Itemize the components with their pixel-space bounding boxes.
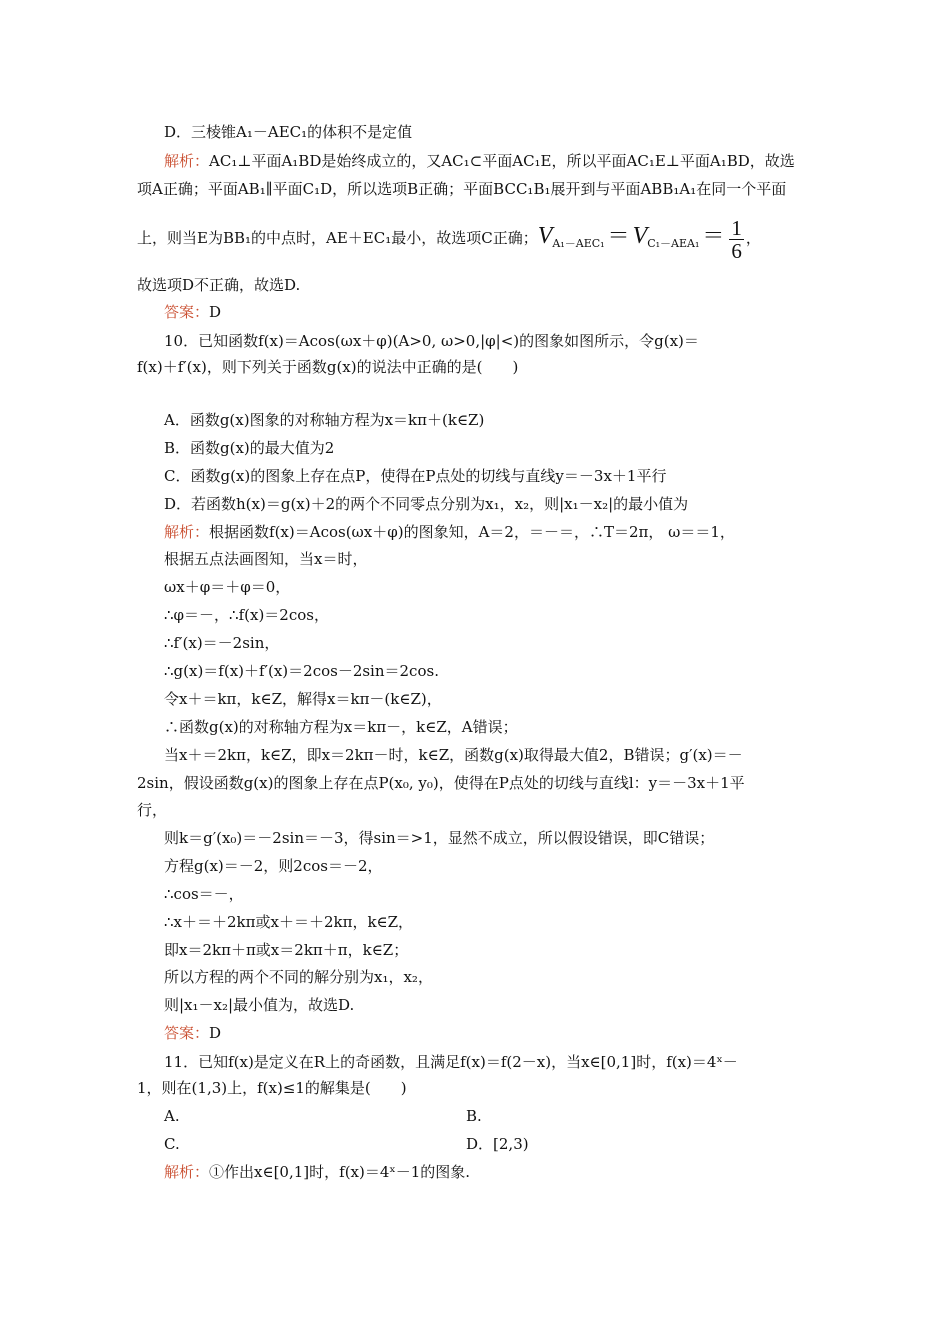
line-text: 2sin，假设函数g(x)的图象上存在点P(x₀, y₀)，使得在P点处的切线与直线l：y＝－3x＋1平 xyxy=(137,774,745,792)
text-line xyxy=(164,466,666,486)
text-line xyxy=(164,856,383,876)
line-text: ∴cos＝－， xyxy=(164,885,244,903)
text-line xyxy=(164,605,329,625)
line-text: 根据五点法画图知，当x＝时， xyxy=(164,550,368,568)
text-line xyxy=(466,1106,482,1126)
text-line xyxy=(164,717,518,737)
text-line xyxy=(164,1162,470,1182)
line-text: 行， xyxy=(137,801,168,819)
line-text: ∴g(x)＝f(x)＋f′(x)＝2cos－2sin＝2cos. xyxy=(164,662,439,680)
text-line xyxy=(164,1023,221,1043)
formula-v: V xyxy=(537,223,553,249)
text-line xyxy=(137,800,167,820)
formula-eq: ＝ xyxy=(702,224,725,249)
line-text: ∴函数g(x)的对称轴方程为x＝kπ－，k∈Z，A错误； xyxy=(164,718,518,736)
text-line xyxy=(137,275,300,295)
text-line xyxy=(164,522,735,542)
text-line xyxy=(164,151,795,171)
text-line xyxy=(164,302,221,322)
text-line xyxy=(164,689,442,709)
line-text: 即x＝2kπ＋π或x＝2kπ＋π，k∈Z； xyxy=(164,941,409,959)
text-line xyxy=(137,212,761,268)
section-label: 答案： xyxy=(164,1024,210,1042)
line-text: 1，则在(1,3)上，f(x)≤1的解集是( ) xyxy=(137,1079,407,1097)
section-label: 答案： xyxy=(164,303,210,321)
line-text: 当x＋＝2kπ，k∈Z，即x＝2kπ－时，k∈Z，函数g(x)取得最大值2，B错误；g′(x)＝－ xyxy=(164,746,743,764)
text-line xyxy=(164,633,279,653)
line-text: D．三棱锥A₁－AEC₁的体积不是定值 xyxy=(164,123,413,141)
text-line xyxy=(164,967,433,987)
text-line xyxy=(164,745,743,765)
line-text: C．函数g(x)的图象上存在点P，使得在P点处的切线与直线y＝－3x＋1平行 xyxy=(164,467,667,485)
formula-sub: A₁－AEC₁ xyxy=(552,237,605,250)
text-line xyxy=(164,494,688,514)
text-line xyxy=(137,357,518,377)
line-text: ①作出x∈[0,1]时，f(x)＝4ˣ－1的图象. xyxy=(209,1163,471,1181)
text-line xyxy=(164,549,367,569)
text-line xyxy=(164,1106,180,1126)
line-text: 项A正确；平面AB₁∥平面C₁D，所以选项B正确；平面BCC₁B₁展开到与平面ABB₁A₁在同一个平面 xyxy=(137,180,787,198)
section-label: 解析： xyxy=(164,523,210,541)
line-text: 上，则当E为BB₁的中点时，AE＋EC₁最小，故选项C正确； xyxy=(137,229,538,247)
text-line xyxy=(164,940,408,960)
line-text: 方程g(x)＝－2，则2cos＝－2， xyxy=(164,857,383,875)
line-text: ωx＋φ＝＋φ＝0， xyxy=(164,578,291,596)
line-text: ∴x＋＝＋2kπ或x＋＝＋2kπ，k∈Z， xyxy=(164,913,414,931)
line-text: ∴φ＝－，∴f(x)＝2cos， xyxy=(164,606,329,624)
section-label: 解析： xyxy=(164,1163,210,1181)
line-text: 令x＋＝kπ，k∈Z，解得x＝kπ－(k∈Z)， xyxy=(164,690,442,708)
formula-v: V xyxy=(632,223,648,249)
text-line xyxy=(164,828,714,848)
text-line xyxy=(164,122,412,142)
line-text: D．若函数h(x)＝g(x)＋2的两个不同零点分别为x₁，x₂，则|x₁－x₂|的最小值为 xyxy=(164,495,689,513)
text-line xyxy=(164,577,290,597)
line-text: A．函数g(x)图象的对称轴方程为x＝kπ＋(k∈Z) xyxy=(164,411,485,429)
text-line xyxy=(164,884,244,904)
line-text: 根据函数f(x)＝Acos(ωx＋φ)的图象知，A＝2，＝－＝，∴T＝2π， ω＝＝1， xyxy=(209,523,735,541)
text-line xyxy=(164,661,439,681)
line-text: C. xyxy=(164,1135,180,1153)
text-line xyxy=(137,179,786,199)
line-text: f(x)＋f′(x)，则下列关于函数g(x)的说法中正确的是( ) xyxy=(137,358,519,376)
text-line xyxy=(137,773,745,793)
fraction-denominator: 6 xyxy=(731,238,742,263)
formula-sub: C₁－AEA₁ xyxy=(647,237,700,250)
section-label: 解析： xyxy=(164,152,210,170)
text-line xyxy=(164,331,699,351)
text-line xyxy=(164,1052,738,1072)
line-text: B. xyxy=(466,1107,482,1125)
line-text: D xyxy=(209,303,222,321)
fraction xyxy=(729,217,744,262)
line-text: D xyxy=(209,1024,222,1042)
line-text: D．[2,3) xyxy=(466,1135,529,1153)
line-text: 所以方程的两个不同的解分别为x₁，x₂， xyxy=(164,968,433,986)
line-text: 故选项D不正确，故选D. xyxy=(137,276,301,294)
line-text: A. xyxy=(164,1107,180,1125)
fraction-numerator: 1 xyxy=(731,215,742,240)
line-text: 则|x₁－x₂|最小值为，故选D. xyxy=(164,996,355,1014)
text-line xyxy=(164,1134,180,1154)
text-line xyxy=(164,410,484,430)
formula-tail: ， xyxy=(745,229,761,247)
line-text: 则k＝g′(x₀)＝－2sin＝－3，得sin＝>1，显然不成立，所以假设错误，即C错误； xyxy=(164,829,715,847)
line-text: B．函数g(x)的最大值为2 xyxy=(164,439,335,457)
text-line xyxy=(164,912,413,932)
line-text: AC₁⊥平面A₁BD是始终成立的，又AC₁⊂平面AC₁E，所以平面AC₁E⊥平面A₁BD，故选 xyxy=(209,152,795,170)
text-line xyxy=(466,1134,529,1154)
text-line xyxy=(164,438,334,458)
text-line xyxy=(137,1078,407,1098)
text-line xyxy=(164,995,354,1015)
line-text: ∴f′(x)＝－2sin， xyxy=(164,634,280,652)
volume-formula xyxy=(537,215,761,263)
line-text: 10．已知函数f(x)＝Acos(ωx＋φ)(A>0, ω>0,|φ|<)的图象如图所示，令g(x)＝ xyxy=(164,332,699,350)
formula-eq: ＝ xyxy=(607,224,630,249)
line-text: 11．已知f(x)是定义在R上的奇函数，且满足f(x)＝f(2－x)，当x∈[0,1]时，f(x)＝4ˣ－ xyxy=(164,1053,738,1071)
